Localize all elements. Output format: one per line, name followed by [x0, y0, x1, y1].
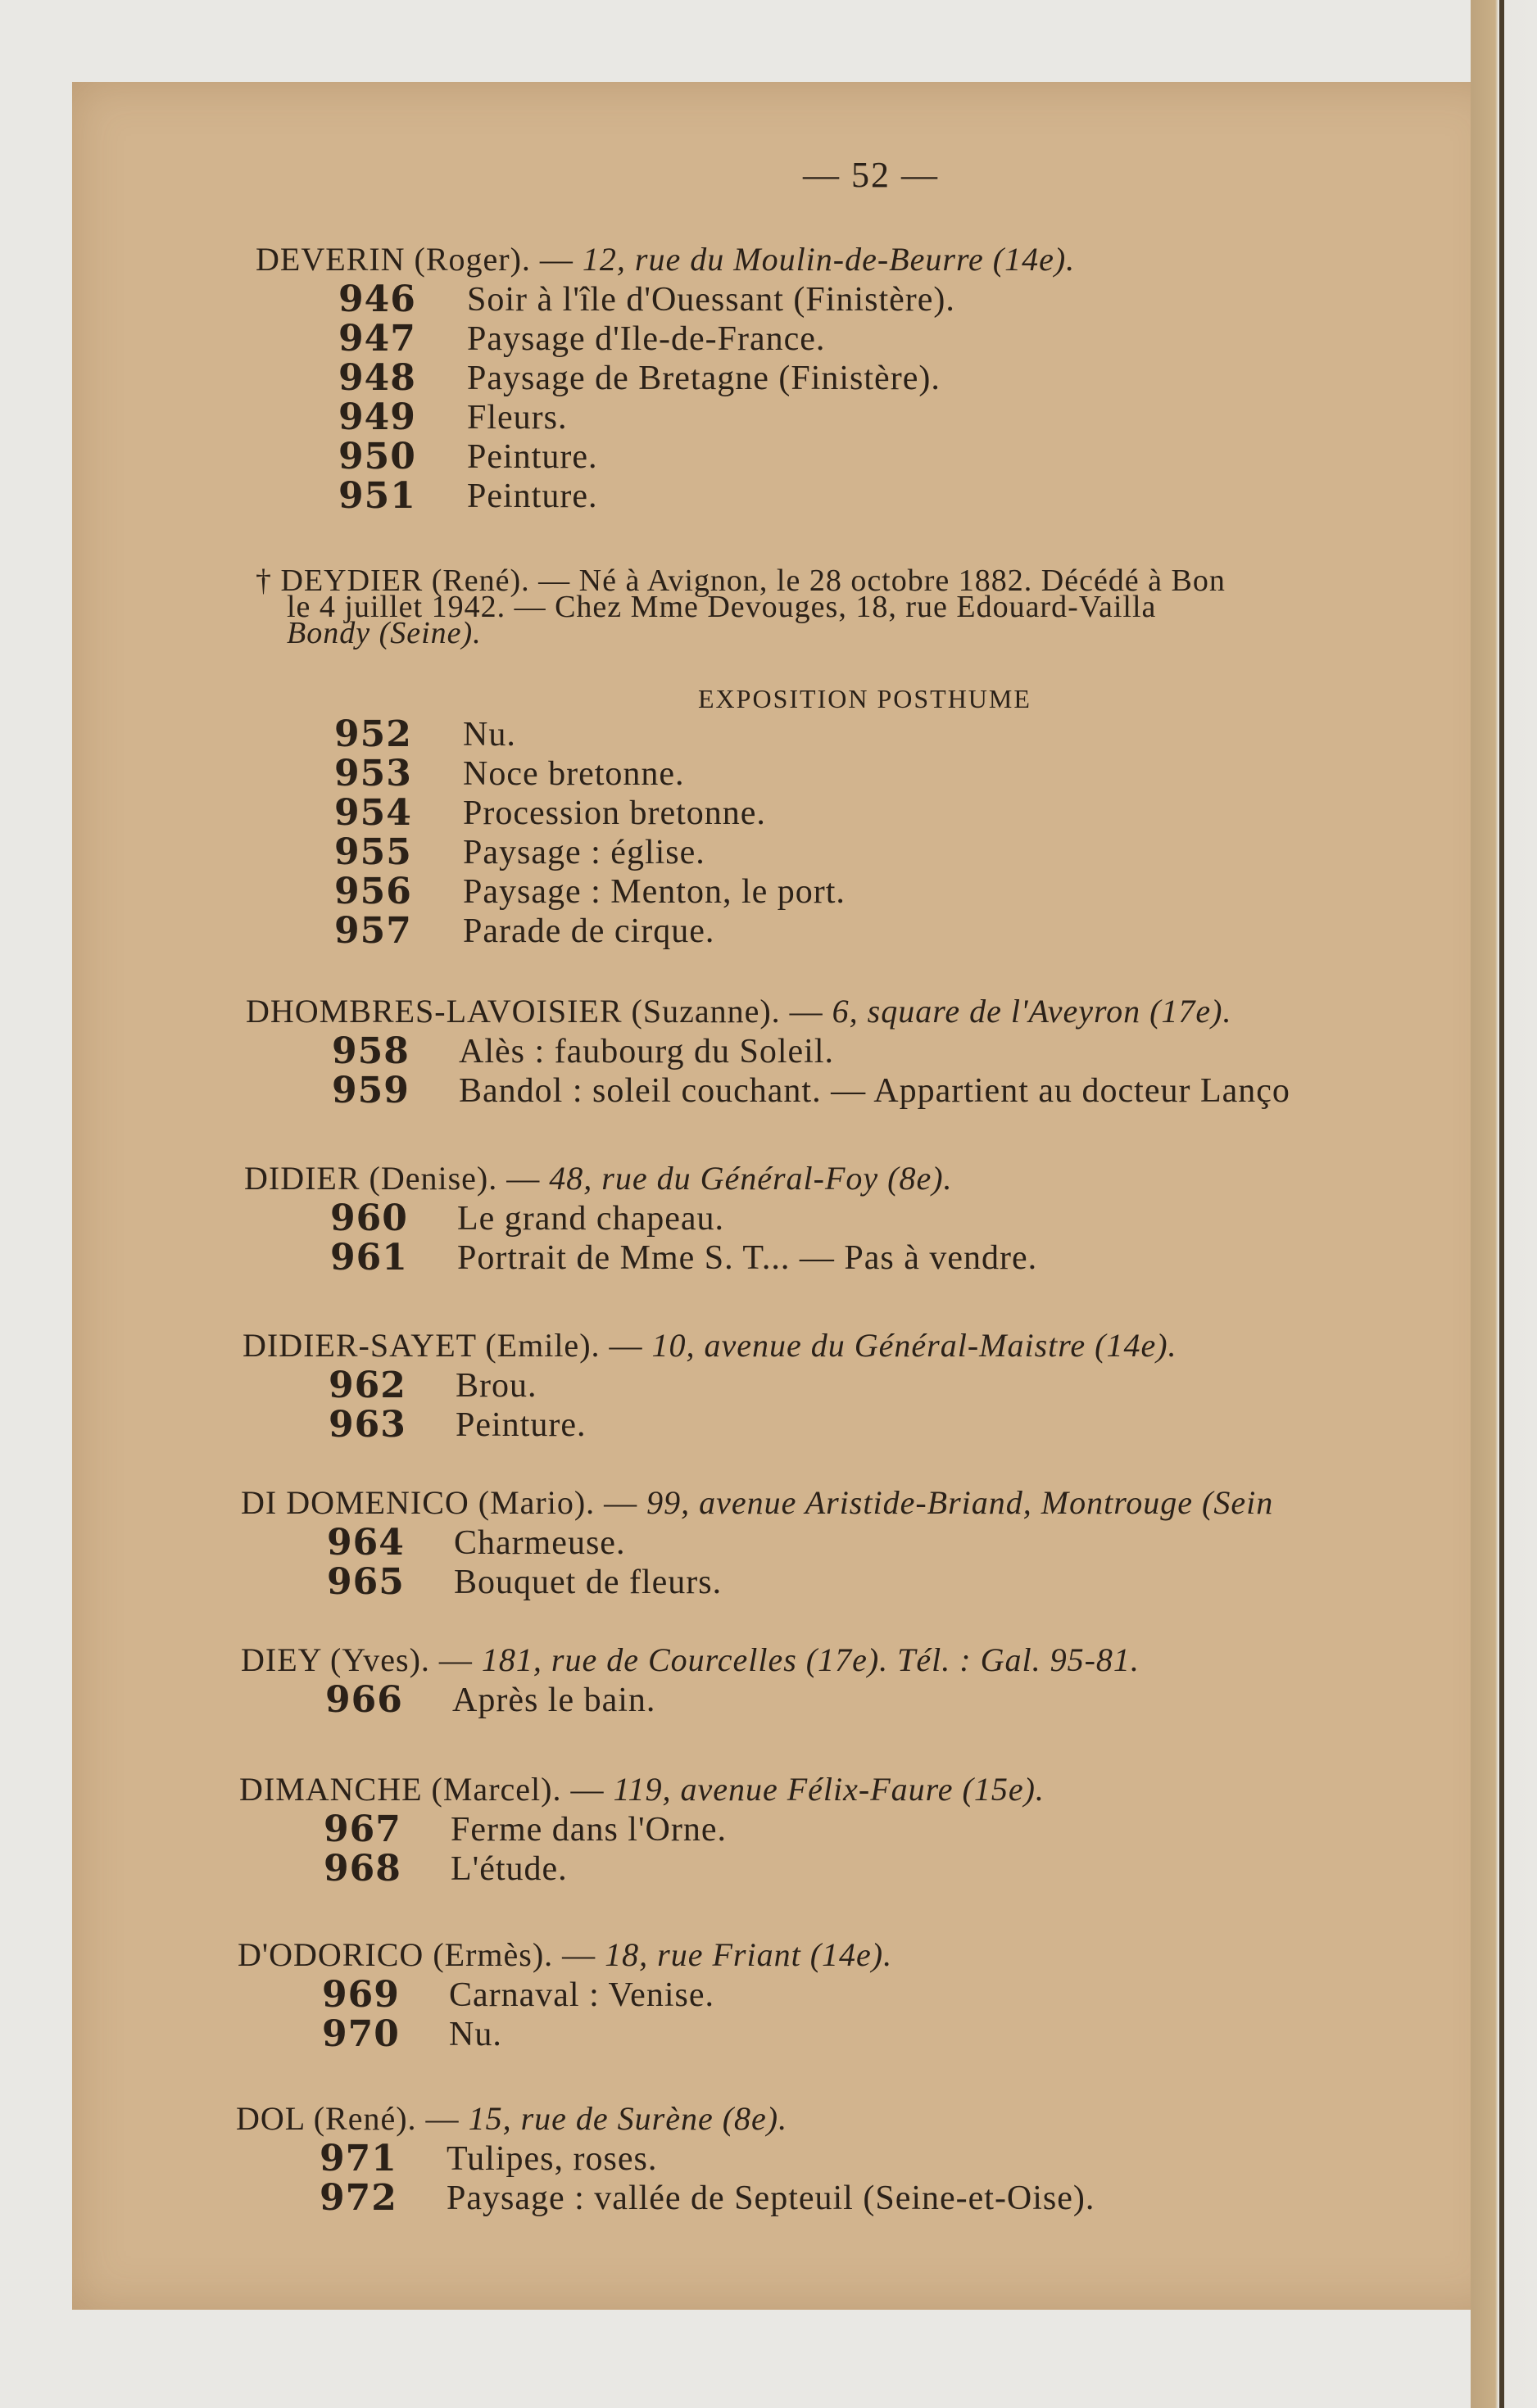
- work-item: [0, 1523, 1475, 1563]
- work-item: [0, 794, 1475, 833]
- work-title: Paysage d'Ile-de-France.: [467, 320, 826, 358]
- work-title: Brou.: [456, 1367, 537, 1405]
- artist-address: 10, avenue du Général-Maistre (14e).: [651, 1327, 1177, 1364]
- work-title: Paysage de Bretagne (Finistère).: [467, 360, 941, 397]
- entry-dhombres-lavoisier: [0, 991, 1475, 1111]
- entry-di-domenico: [0, 1482, 1475, 1602]
- work-number: 946: [338, 278, 416, 320]
- work-item: [0, 1849, 1475, 1889]
- work-item: [0, 872, 1475, 912]
- artist-name: DOL (René). —: [236, 2100, 460, 2137]
- work-title: Parade de cirque.: [463, 912, 715, 950]
- artist-name: D'ODORICO (Ermès). —: [238, 1936, 596, 1973]
- work-title: Ferme dans l'Orne.: [451, 1811, 727, 1849]
- work-title: Peinture.: [467, 478, 598, 515]
- work-title: Fleurs.: [467, 399, 568, 437]
- artist-address: 15, rue de Surène (8e).: [468, 2100, 788, 2137]
- work-item: [0, 833, 1475, 872]
- section-heading: EXPOSITION POSTHUME: [698, 684, 1031, 713]
- work-number: 964: [327, 1522, 405, 1564]
- entry-didier-sayet: [0, 1325, 1475, 1445]
- entry-deverin: [0, 239, 1475, 516]
- artist-line: [0, 1325, 1475, 1366]
- work-title: Paysage : église.: [463, 834, 705, 871]
- work-number: 963: [329, 1404, 406, 1446]
- work-number: 951: [338, 475, 416, 517]
- work-number: 971: [320, 2138, 397, 2179]
- work-number: 972: [320, 2177, 397, 2219]
- artist-line: [0, 239, 1475, 280]
- work-number: 961: [330, 1237, 408, 1279]
- work-number: 967: [324, 1808, 401, 1850]
- artist-name: DIDIER-SAYET (Emile). —: [243, 1327, 643, 1364]
- work-number: 958: [332, 1030, 410, 1072]
- work-title: Après le bain.: [452, 1682, 656, 1719]
- artist-name: DIMANCHE (Marcel). —: [239, 1771, 605, 1808]
- work-number: 957: [334, 910, 412, 952]
- work-title: Paysage : Menton, le port.: [463, 873, 846, 911]
- work-number: 953: [334, 753, 412, 794]
- work-number: 954: [334, 792, 412, 834]
- artist-address: 18, rue Friant (14e).: [605, 1936, 893, 1973]
- artist-address: 12, rue du Moulin-de-Beurre (14e).: [582, 241, 1076, 278]
- work-item: [0, 1976, 1475, 2015]
- work-item: [0, 1563, 1475, 1602]
- work-number: 960: [330, 1197, 408, 1239]
- work-item: [0, 477, 1475, 516]
- work-title: Bandol : soleil couchant. — Appartient au docteur Lanço: [459, 1072, 1290, 1110]
- work-item: [0, 1071, 1475, 1111]
- work-number: 968: [324, 1848, 401, 1890]
- work-number: 962: [329, 1365, 406, 1406]
- work-title: Paysage : vallée de Septeuil (Seine-et-Oise).: [447, 2179, 1095, 2217]
- artist-line: [0, 1640, 1475, 1681]
- work-title: Nu.: [463, 716, 516, 754]
- work-item: [0, 2015, 1475, 2054]
- artist-name: † DEYDIER (René). — Né à Avignon, le 28 octobre 1882. Décédé à Bon: [256, 564, 1226, 598]
- work-number: 956: [334, 871, 412, 912]
- artist-line: [0, 1482, 1475, 1523]
- artist-name: DHOMBRES-LAVOISIER (Suzanne). —: [246, 993, 823, 1030]
- work-item: [0, 1199, 1475, 1238]
- entry-dodorico: [0, 1935, 1475, 2054]
- work-number: 948: [338, 357, 416, 399]
- artist-name: DIDIER (Denise). —: [244, 1160, 541, 1197]
- work-item: [0, 1810, 1475, 1849]
- artist-address-line: Bondy (Seine).: [287, 616, 482, 650]
- artist-line: [0, 1158, 1475, 1199]
- artist-line: [0, 2098, 1475, 2139]
- work-title: L'étude.: [451, 1850, 568, 1888]
- artist-address: 119, avenue Félix-Faure (15e).: [613, 1771, 1045, 1808]
- work-title: Noce bretonne.: [463, 755, 685, 793]
- entry-didier: [0, 1158, 1475, 1278]
- artist-line: [0, 564, 1475, 650]
- work-number: 949: [338, 396, 416, 438]
- artist-address: 6, square de l'Aveyron (17e).: [832, 993, 1232, 1030]
- artist-address-line: le 4 juillet 1942. — Chez Mme Devouges, 18, rue Edouard-Vailla: [287, 590, 1157, 624]
- artist-name: DEVERIN (Roger). —: [256, 241, 574, 278]
- work-title: Peinture.: [467, 438, 598, 476]
- work-title: Carnaval : Venise.: [449, 1976, 714, 2014]
- work-item: [0, 754, 1475, 794]
- work-number: 947: [338, 318, 416, 360]
- work-number: 969: [322, 1974, 400, 2016]
- artist-line: [0, 1769, 1475, 1810]
- artist-address: 48, rue du Général-Foy (8e).: [549, 1160, 953, 1197]
- work-item: [0, 319, 1475, 359]
- work-title: Tulipes, roses.: [447, 2140, 658, 2178]
- work-item: [0, 715, 1475, 754]
- work-title: Le grand chapeau.: [457, 1200, 724, 1238]
- work-item: [0, 437, 1475, 477]
- work-item: [0, 2139, 1475, 2179]
- work-title: Procession bretonne.: [463, 794, 766, 832]
- work-title: Peinture.: [456, 1406, 587, 1444]
- artist-address: 99, avenue Aristide-Briand, Montrouge (Sein: [646, 1484, 1274, 1521]
- artist-name: DIEY (Yves). —: [241, 1641, 473, 1678]
- work-number: 959: [332, 1070, 410, 1111]
- work-item: [0, 2179, 1475, 2218]
- work-item: [0, 1366, 1475, 1405]
- work-item: [0, 912, 1475, 951]
- entry-dol: [0, 2098, 1475, 2218]
- artist-line: [0, 1935, 1475, 1976]
- work-number: 950: [338, 436, 416, 478]
- binding-edge: [1499, 0, 1504, 2408]
- entry-dimanche: [0, 1769, 1475, 1889]
- work-title: Portrait de Mme S. T... — Pas à vendre.: [457, 1239, 1038, 1277]
- artist-line: [0, 991, 1475, 1032]
- work-title: Charmeuse.: [454, 1524, 626, 1562]
- work-number: 965: [327, 1561, 405, 1603]
- work-item: [0, 1405, 1475, 1445]
- work-item: [0, 398, 1475, 437]
- work-number: 955: [334, 831, 412, 873]
- work-item: [0, 1032, 1475, 1071]
- work-item: [0, 280, 1475, 319]
- work-item: [0, 1681, 1475, 1720]
- entry-deydier: [0, 564, 1475, 952]
- work-number: 966: [325, 1679, 403, 1721]
- work-number: 952: [334, 713, 412, 755]
- page-number: — 52 —: [803, 155, 939, 195]
- work-title: Alès : faubourg du Soleil.: [459, 1033, 835, 1070]
- work-title: Nu.: [449, 2016, 502, 2053]
- entry-diey: [0, 1640, 1475, 1720]
- work-item: [0, 1238, 1475, 1278]
- work-title: Soir à l'île d'Ouessant (Finistère).: [467, 281, 955, 319]
- work-item: [0, 359, 1475, 398]
- work-title: Bouquet de fleurs.: [454, 1564, 723, 1601]
- artist-name: DI DOMENICO (Mario). —: [241, 1484, 638, 1521]
- artist-address: 181, rue de Courcelles (17e). Tél. : Gal. 95-81.: [481, 1641, 1140, 1678]
- work-number: 970: [322, 2013, 400, 2055]
